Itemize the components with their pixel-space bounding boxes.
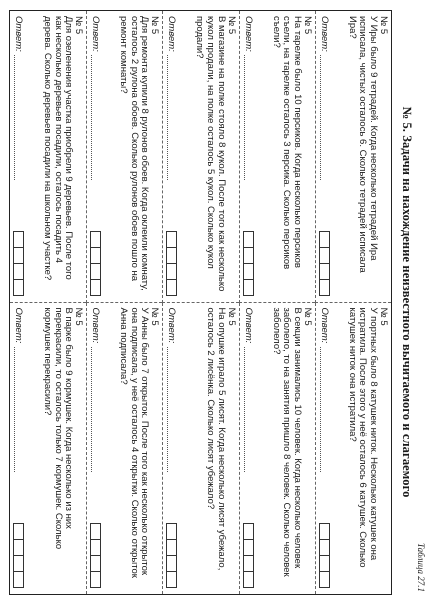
task-number: № 5: [225, 16, 237, 35]
task-number: № 5: [378, 16, 389, 35]
answer-box[interactable]: [319, 231, 330, 248]
answer-boxes: [243, 232, 254, 296]
answer-box[interactable]: [13, 247, 24, 264]
answer-box[interactable]: [243, 279, 254, 296]
answer-line[interactable]: [14, 55, 15, 180]
task-card: [239, 303, 315, 595]
answer-label: Ответ:: [242, 16, 254, 52]
answer-box[interactable]: [243, 571, 254, 588]
answer-box[interactable]: [90, 247, 101, 264]
answer-boxes: [319, 232, 330, 296]
task-card: [86, 303, 162, 595]
answer-label: Ответ:: [318, 16, 330, 52]
answer-label: Ответ:: [242, 307, 254, 344]
answer-boxes: [243, 524, 254, 588]
answer-box[interactable]: [243, 263, 254, 280]
answer-box[interactable]: [319, 279, 330, 296]
answer-box[interactable]: [243, 555, 254, 572]
answer-line[interactable]: [167, 55, 168, 180]
answer-line[interactable]: [91, 55, 92, 180]
task-text: В магазине на полке стояло 8 кукол. После того как несколько кукол продали, на полке осталось 5 кукол. Сколько кукол продали?: [194, 16, 227, 292]
task-number: № 5: [378, 307, 389, 326]
answer-box[interactable]: [166, 523, 177, 540]
answer-label: Ответ:: [166, 307, 178, 344]
answer-box[interactable]: [319, 539, 330, 556]
answer-box[interactable]: [166, 571, 177, 588]
task-number: № 5: [225, 307, 237, 326]
answer-boxes: [13, 524, 24, 588]
answer-box[interactable]: [319, 555, 330, 572]
task-card: [162, 11, 238, 303]
answer-box[interactable]: [13, 539, 24, 556]
task-card-grid: [9, 10, 392, 595]
answer-box[interactable]: [166, 231, 177, 248]
answer-boxes: [166, 524, 177, 588]
answer-box[interactable]: [13, 279, 24, 296]
answer-line[interactable]: [14, 347, 15, 473]
task-card: [162, 303, 238, 595]
task-text: Для ремонта купили 8 рулонов обоев. Когда оклеили комнату, осталось 2 рулона обоев. Сколько рулонов обоев пошло на ремонт комнаты?: [118, 16, 151, 291]
answer-box[interactable]: [319, 247, 330, 264]
task-text: У портных было 8 катушек ниток. Несколько катушек она истратила. После этого у неё осталось 6 катушек. Сколько катушек ниток она истратила?: [346, 307, 379, 568]
answer-label: Ответ:: [318, 307, 330, 344]
answer-box[interactable]: [319, 523, 330, 540]
task-number: № 5: [301, 16, 313, 35]
answer-boxes: [13, 232, 24, 296]
answer-box[interactable]: [166, 539, 177, 556]
answer-label: Ответ:: [166, 16, 178, 52]
task-number: № 5: [73, 307, 85, 326]
task-number: № 5: [301, 307, 313, 326]
answer-line[interactable]: [167, 347, 168, 473]
answer-line[interactable]: [320, 347, 321, 473]
answer-line[interactable]: [244, 347, 245, 473]
table-caption: Таблица 27.1: [416, 542, 426, 592]
task-text: У Анны было 7 открыток. После того как несколько открыток она подписала, у неё осталось 4 открытки. Сколько открыток Анна подписала?: [118, 307, 151, 578]
answer-boxes: [90, 524, 101, 588]
answer-line[interactable]: [91, 347, 92, 473]
answer-box[interactable]: [90, 555, 101, 572]
answer-box[interactable]: [166, 555, 177, 572]
task-card: [315, 303, 391, 595]
answer-box[interactable]: [319, 571, 330, 588]
answer-box[interactable]: [13, 523, 24, 540]
task-card: [86, 11, 162, 303]
answer-box[interactable]: [166, 279, 177, 296]
answer-box[interactable]: [243, 539, 254, 556]
answer-box[interactable]: [90, 523, 101, 540]
answer-box[interactable]: [13, 571, 24, 588]
answer-box[interactable]: [13, 231, 24, 248]
answer-box[interactable]: [13, 555, 24, 572]
answer-box[interactable]: [243, 523, 254, 540]
answer-box[interactable]: [90, 279, 101, 296]
task-number: № 5: [149, 16, 161, 35]
answer-line[interactable]: [244, 55, 245, 180]
task-text: В парке было 9 кормушек. Когда несколько из них перекрасили, то осталось только 7 кормушек. Сколько кормушек перекрасили?: [42, 307, 75, 550]
answer-box[interactable]: [90, 539, 101, 556]
task-text: Для озеленения участка приобрели 9 деревьев. После того как несколько деревьев посадили, осталось посадить 4 дерева. Сколько деревьев посадили на школьном участке?: [42, 16, 75, 281]
task-text: У Иры было 9 тетрадей. Когда несколько тетрадей Ира исписала, чистых осталось 6. Сколько тетрадей исписала Ира?: [346, 16, 379, 273]
answer-label: Ответ:: [13, 16, 25, 52]
answer-box[interactable]: [243, 247, 254, 264]
answer-label: Ответ:: [13, 307, 25, 344]
task-number: № 5: [73, 16, 85, 35]
answer-label: Ответ:: [90, 16, 102, 52]
answer-box[interactable]: [13, 263, 24, 280]
answer-boxes: [319, 524, 330, 588]
task-card: [315, 11, 391, 303]
answer-boxes: [90, 232, 101, 296]
answer-box[interactable]: [319, 263, 330, 280]
task-card: [10, 11, 86, 303]
answer-box[interactable]: [243, 231, 254, 248]
answer-box[interactable]: [90, 231, 101, 248]
task-card: [10, 303, 86, 595]
answer-box[interactable]: [166, 263, 177, 280]
answer-box[interactable]: [166, 247, 177, 264]
answer-box[interactable]: [90, 571, 101, 588]
answer-box[interactable]: [90, 263, 101, 280]
answer-label: Ответ:: [90, 307, 102, 344]
answer-line[interactable]: [320, 55, 321, 180]
task-text: На опушке играло 5 лисят. Когда несколько лисят убежало, осталось 2 лисёнка. Сколько лисят убежало?: [205, 307, 227, 571]
page-title: № 5. Задачи на нахождение неизвестного вычитаемого и слагаемого: [400, 106, 414, 498]
task-text: На тарелке было 10 персиков. Когда несколько персиков съели, на тарелке осталось 3 персика. Сколько персиков съели?: [270, 16, 303, 270]
answer-boxes: [166, 232, 177, 296]
task-number: № 5: [149, 307, 161, 326]
task-text: В секции занимались 10 человек. Когда несколько человек заболело, то на занятия пришло 8 человек. Сколько человек заболело?: [270, 307, 303, 577]
task-card: [239, 11, 315, 303]
